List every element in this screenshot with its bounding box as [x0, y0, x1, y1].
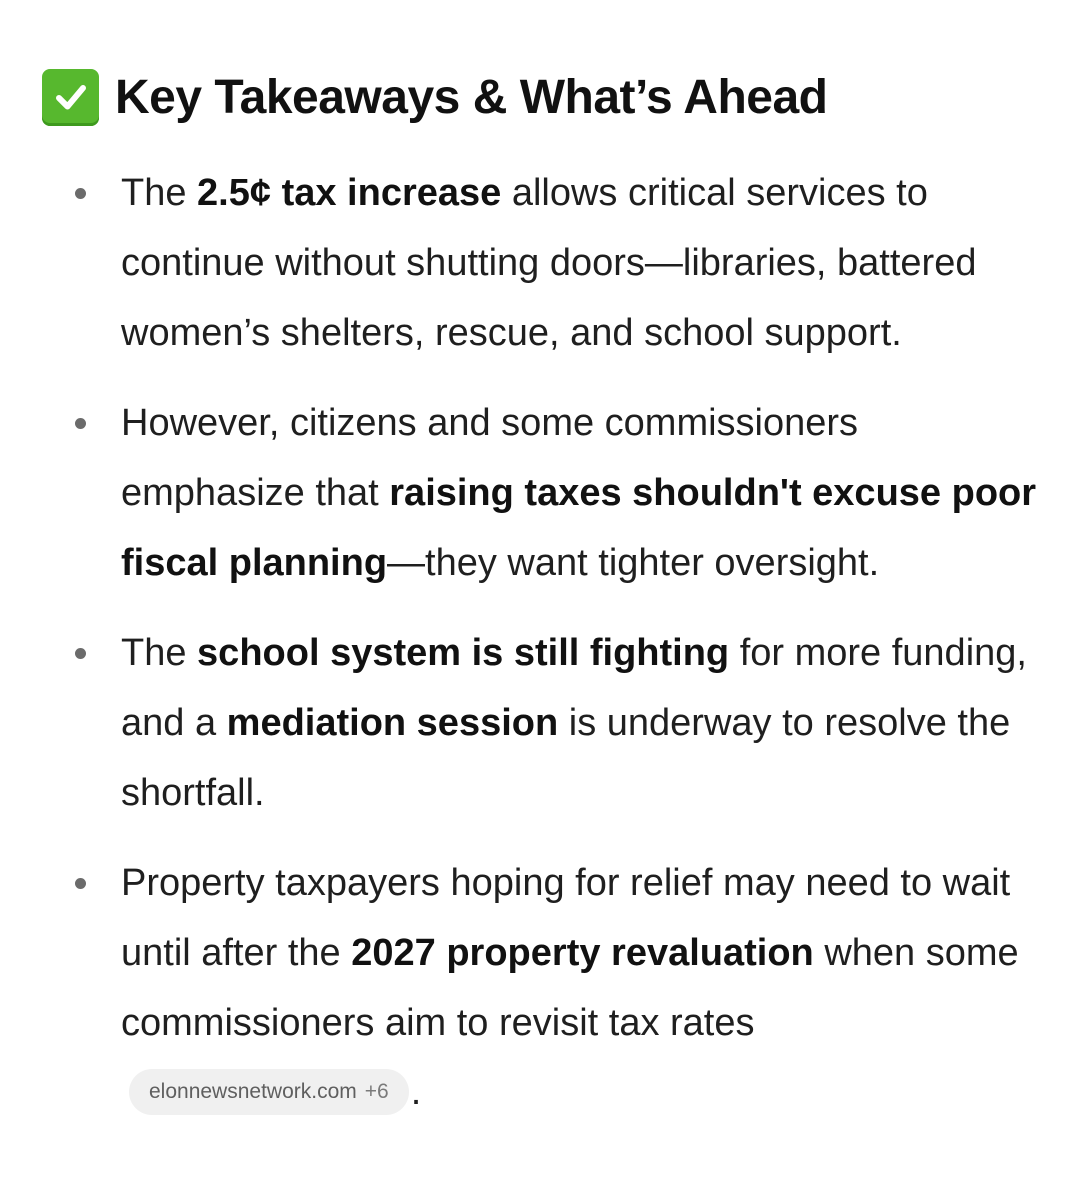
- text-segment: However, citizens and some commissioners emphasize that: [121, 402, 859, 514]
- bullet-text: [121, 632, 1027, 814]
- text-segment: The: [121, 632, 198, 674]
- source-chip[interactable]: [129, 1069, 409, 1115]
- list-item: [0, 158, 1080, 368]
- bold-text-segment: school system is still fighting: [197, 632, 730, 674]
- bullet-text: [121, 172, 976, 354]
- bullet-text: [121, 402, 1036, 584]
- text-segment: Property taxpayers hoping for relief may need to wait until after the: [121, 862, 1011, 974]
- section-heading: [42, 66, 828, 128]
- bullet-icon: [75, 418, 86, 429]
- heading-title: Key Takeaways & What’s Ahead: [115, 70, 828, 124]
- bullet-text: [121, 862, 1019, 1044]
- text-segment: allows critical services to continue without shutting doors—libraries, battered women’s shelters, rescue, and school support.: [121, 172, 977, 354]
- bold-text-segment: raising taxes shouldn't excuse poor fiscal planning: [121, 472, 1037, 584]
- bullet-icon: [75, 648, 86, 659]
- bold-text-segment: mediation session: [226, 702, 559, 744]
- bold-text-segment: 2.5¢ tax increase: [197, 172, 502, 214]
- source-domain: elonnewsnetwork.com: [149, 1079, 357, 1103]
- bullet-icon: [75, 878, 86, 889]
- bold-text-segment: 2027 property revaluation: [351, 932, 814, 974]
- text-segment: The: [121, 172, 198, 214]
- bullet-icon: [75, 188, 86, 199]
- trailing-period: .: [410, 1070, 422, 1113]
- list-item: [0, 388, 1080, 598]
- check-mark-glyph: [51, 77, 91, 117]
- takeaways-list: [0, 158, 1080, 1134]
- text-segment: for more funding, and a: [121, 632, 1027, 744]
- list-item: [0, 848, 1080, 1114]
- list-item: [0, 618, 1080, 828]
- text-segment: is underway to resolve the shortfall.: [121, 702, 1011, 814]
- source-citation: [129, 1066, 1044, 1114]
- text-segment: —they want tighter oversight.: [387, 542, 880, 584]
- source-count: +6: [364, 1079, 389, 1103]
- check-mark-icon: [42, 69, 99, 126]
- text-segment: when some commissioners aim to revisit tax rates: [121, 932, 1019, 1044]
